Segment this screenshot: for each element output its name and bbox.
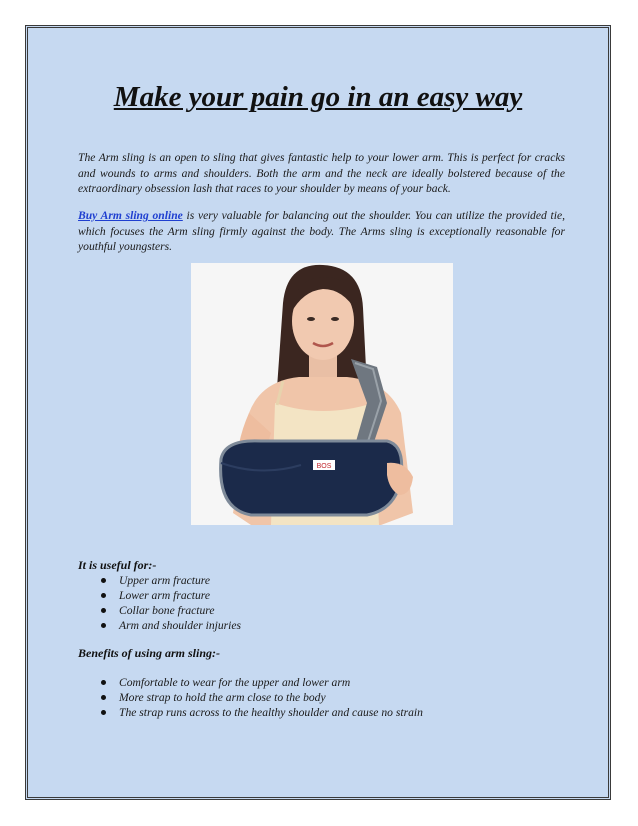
useful-for-list [98, 573, 241, 633]
list-item: Lower arm fracture [98, 588, 241, 603]
list-item: Comfortable to wear for the upper and lower arm [98, 675, 423, 690]
benefits-heading: Benefits of using arm sling:- [78, 646, 221, 660]
list-item: Arm and shoulder injuries [98, 618, 241, 633]
intro-paragraph: The Arm sling is an open to sling that gives fantastic help to your lower arm. This is perfect for cracks and wounds to arms and shoulders. Both the arm and the neck are ideally bolstered because of the extraordinary obsession lash that races to your shoulder by means of your back. [78, 151, 565, 195]
buy-paragraph [78, 208, 565, 255]
buy-paragraph-text: is very valuable for balancing out the shoulder. You can utilize the provided tie, which focuses the Arm sling firmly against the body. The Arms sling is exceptionally reasonable for youthful youngsters. [78, 209, 565, 253]
document-page [25, 25, 611, 800]
list-item: Upper arm fracture [98, 573, 241, 588]
list-item: More strap to hold the arm close to the body [98, 690, 423, 705]
list-item: The strap runs across to the healthy shoulder and cause no strain [98, 705, 423, 720]
sling-badge-text: BOS [316, 463, 332, 470]
list-item: Collar bone fracture [98, 603, 241, 618]
product-photo [191, 263, 453, 525]
page-title: Make your pain go in an easy way [113, 81, 523, 113]
buy-arm-sling-link[interactable]: Buy Arm sling online [78, 209, 183, 222]
benefits-list [98, 675, 423, 720]
useful-for-heading: It is useful for:- [78, 558, 157, 572]
woman-wearing-arm-sling-image [191, 263, 453, 525]
